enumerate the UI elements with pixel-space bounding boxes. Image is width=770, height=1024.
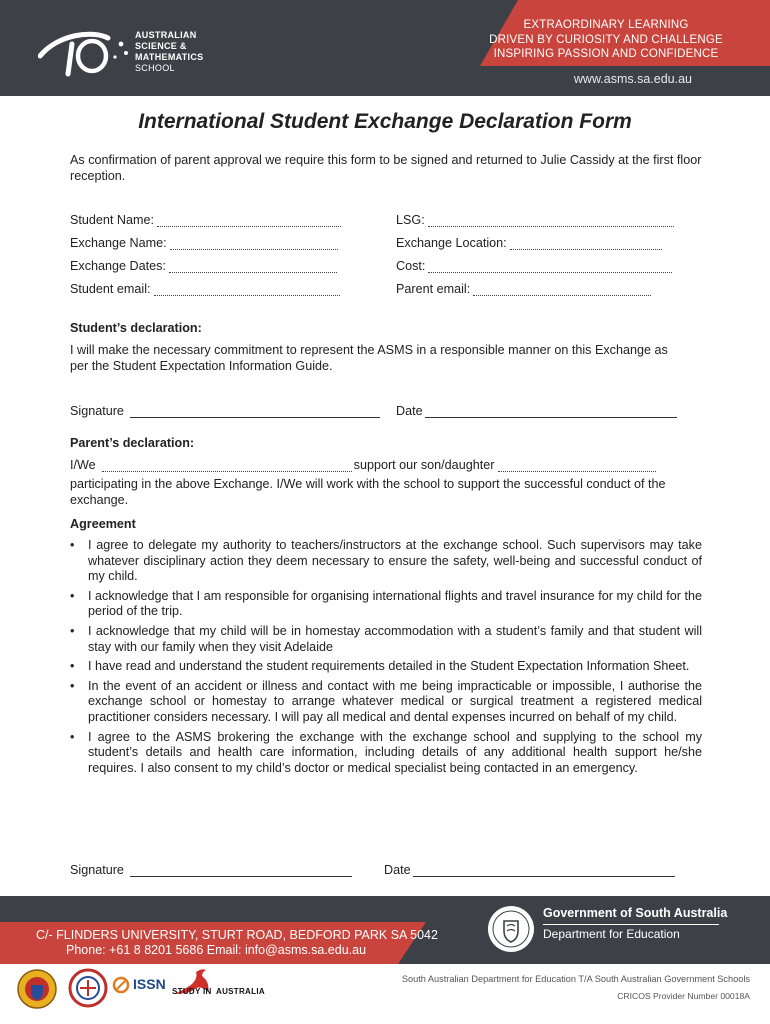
parent-date-label: Date — [384, 863, 411, 877]
student-email-label: Student email: — [70, 282, 151, 296]
parent-signature-field[interactable] — [70, 863, 352, 877]
iwe-label: I/We — [70, 458, 96, 472]
student-signature-label: Signature — [70, 404, 124, 418]
australia-text: AUSTRALIA — [216, 987, 265, 996]
asms-logo-icon — [38, 26, 134, 78]
agreement-list — [70, 538, 702, 780]
exchange-dates-label: Exchange Dates: — [70, 259, 166, 273]
gov-department: Department for Education — [543, 927, 680, 941]
website-link[interactable]: www.asms.sa.edu.au — [573, 72, 692, 86]
lsg-line[interactable] — [428, 215, 674, 227]
parent-email-label: Parent email: — [396, 282, 471, 296]
exchange-name-line[interactable] — [170, 238, 338, 250]
parent-names-field[interactable] — [70, 458, 656, 472]
school-name-line: MATHEMATICS — [135, 52, 204, 62]
parent-date-field[interactable] — [384, 863, 675, 877]
student-date-field[interactable] — [396, 404, 677, 418]
study-in-text: STUDY IN — [172, 987, 212, 996]
agreement-item-text: I acknowledge that I am responsible for organising international flights and travel insurance for my child for the period of the trip. — [88, 588, 702, 619]
lsg-label: LSG: — [396, 213, 425, 227]
footer-address: C/- FLINDERS UNIVERSITY, STURT ROAD, BEDFORD PARK SA 5042 — [36, 928, 438, 942]
exchange-location-field[interactable] — [396, 236, 662, 250]
bullet-icon: • — [70, 678, 75, 693]
footer-contact[interactable]: Phone: +61 8 8201 5686 Email: info@asms.sa.edu.au — [66, 943, 367, 957]
partner-seal-icon — [68, 968, 108, 1008]
agreement-item — [70, 624, 702, 655]
footer-credit: South Australian Department for Education T/A South Australian Government Schools — [401, 974, 750, 984]
form-title: International Student Exchange Declaration Form — [138, 110, 632, 133]
parent-email-line[interactable] — [473, 284, 651, 296]
student-signature-field[interactable] — [70, 404, 380, 418]
agreement-item-text: I have read and understand the student requirements detailed in the Student Expectation Information Sheet. — [88, 659, 690, 674]
agreement-item — [70, 679, 702, 726]
exchange-name-field[interactable] — [70, 236, 338, 250]
bullet-icon: • — [70, 659, 75, 674]
bullet-icon: • — [70, 538, 75, 552]
tagline-line-3: INSPIRING PASSION AND CONFIDENCE — [493, 48, 719, 60]
parent-signature-line[interactable] — [130, 865, 352, 877]
exchange-location-label: Exchange Location: — [396, 236, 507, 250]
agreement-item-text: I agree to delegate my authority to teachers/instructors at the exchange school. Such supervisors may take whatever disciplinary action they deem necessary to ensure the safety, well-being and successful conduct of my child. — [88, 538, 702, 584]
bullet-icon: • — [70, 623, 75, 638]
cost-label: Cost: — [396, 259, 426, 273]
agreement-item-text: I agree to the ASMS brokering the exchange with the exchange school and supplying to the school my student’s details and health care information, including details of any additional health support he/she requires. I also consent to my child’s doctor or medical specialist being contacted in an emergency. — [88, 729, 702, 775]
tagline-line-1: EXTRAORDINARY LEARNING — [523, 19, 689, 31]
tagline-line-2: DRIVEN BY CURIOSITY AND CHALLENGE — [489, 34, 723, 46]
student-date-line[interactable] — [425, 406, 677, 418]
cost-line[interactable] — [428, 261, 672, 273]
exchange-location-line[interactable] — [510, 238, 662, 250]
student-signature-line[interactable] — [130, 406, 380, 418]
student-email-field[interactable] — [70, 282, 340, 296]
school-name-line: SCIENCE & — [135, 41, 187, 51]
issn-text: ISSN — [133, 976, 166, 992]
parent-email-field[interactable] — [396, 282, 651, 296]
government-crest-icon — [486, 904, 536, 954]
agreement-item-text: In the event of an accident or illness and contact with me being impracticable or impossible, I authorise the exchange school or homestay to arrange whatever medical or surgical treatment a registered medical practitioner considers necessary. I will pay all medical and dental expenses incurred on behalf of my child. — [88, 678, 702, 724]
parent-names-line[interactable] — [102, 460, 352, 472]
agreement-item — [70, 538, 702, 585]
child-name-line[interactable] — [498, 460, 656, 472]
exchange-dates-field[interactable] — [70, 259, 337, 273]
student-declaration-text: I will make the necessary commitment to represent the ASMS in a responsible manner on this Exchange as per the Student Expectation Information Guide. — [70, 343, 668, 373]
exchange-name-label: Exchange Name: — [70, 236, 167, 250]
cost-field[interactable] — [396, 259, 672, 273]
parent-signature-label: Signature — [70, 863, 124, 877]
student-email-line[interactable] — [154, 284, 340, 296]
student-name-field[interactable] — [70, 213, 341, 227]
student-name-line[interactable] — [157, 215, 341, 227]
gov-divider — [543, 924, 719, 925]
agreement-item — [70, 659, 702, 675]
gov-title: Government of South Australia — [543, 906, 728, 920]
school-name-line: AUSTRALIAN — [135, 30, 197, 40]
agreement-item — [70, 730, 702, 777]
bullet-icon: • — [70, 588, 75, 603]
cricos-number: CRICOS Provider Number 00018A — [617, 991, 750, 1001]
intro-text: As confirmation of parent approval we require this form to be signed and returned to Julie Cassidy at the first floor reception. — [70, 153, 702, 183]
support-label: support our son/daughter — [353, 458, 495, 472]
parent-declaration-text: participating in the above Exchange. I/We will work with the school to support the successful conduct of the exchange. — [70, 477, 666, 507]
student-declaration-heading: Student’s declaration: — [70, 321, 202, 335]
agreement-item-text: I acknowledge that my child will be in homestay accommodation with a student’s family and that student will stay with our family when they visit Adelaide — [88, 623, 702, 654]
lsg-field[interactable] — [396, 213, 674, 227]
bullet-icon: • — [70, 729, 75, 744]
agreement-item — [70, 589, 702, 620]
student-date-label: Date — [396, 404, 423, 418]
school-name-line: SCHOOL — [135, 63, 175, 73]
school-name — [135, 30, 203, 74]
parent-date-line[interactable] — [413, 865, 675, 877]
exchange-dates-line[interactable] — [169, 261, 337, 273]
parent-declaration-heading: Parent’s declaration: — [70, 436, 195, 450]
student-name-label: Student Name: — [70, 213, 155, 227]
state-badge-icon — [16, 968, 58, 1010]
agreement-heading: Agreement — [70, 517, 136, 531]
